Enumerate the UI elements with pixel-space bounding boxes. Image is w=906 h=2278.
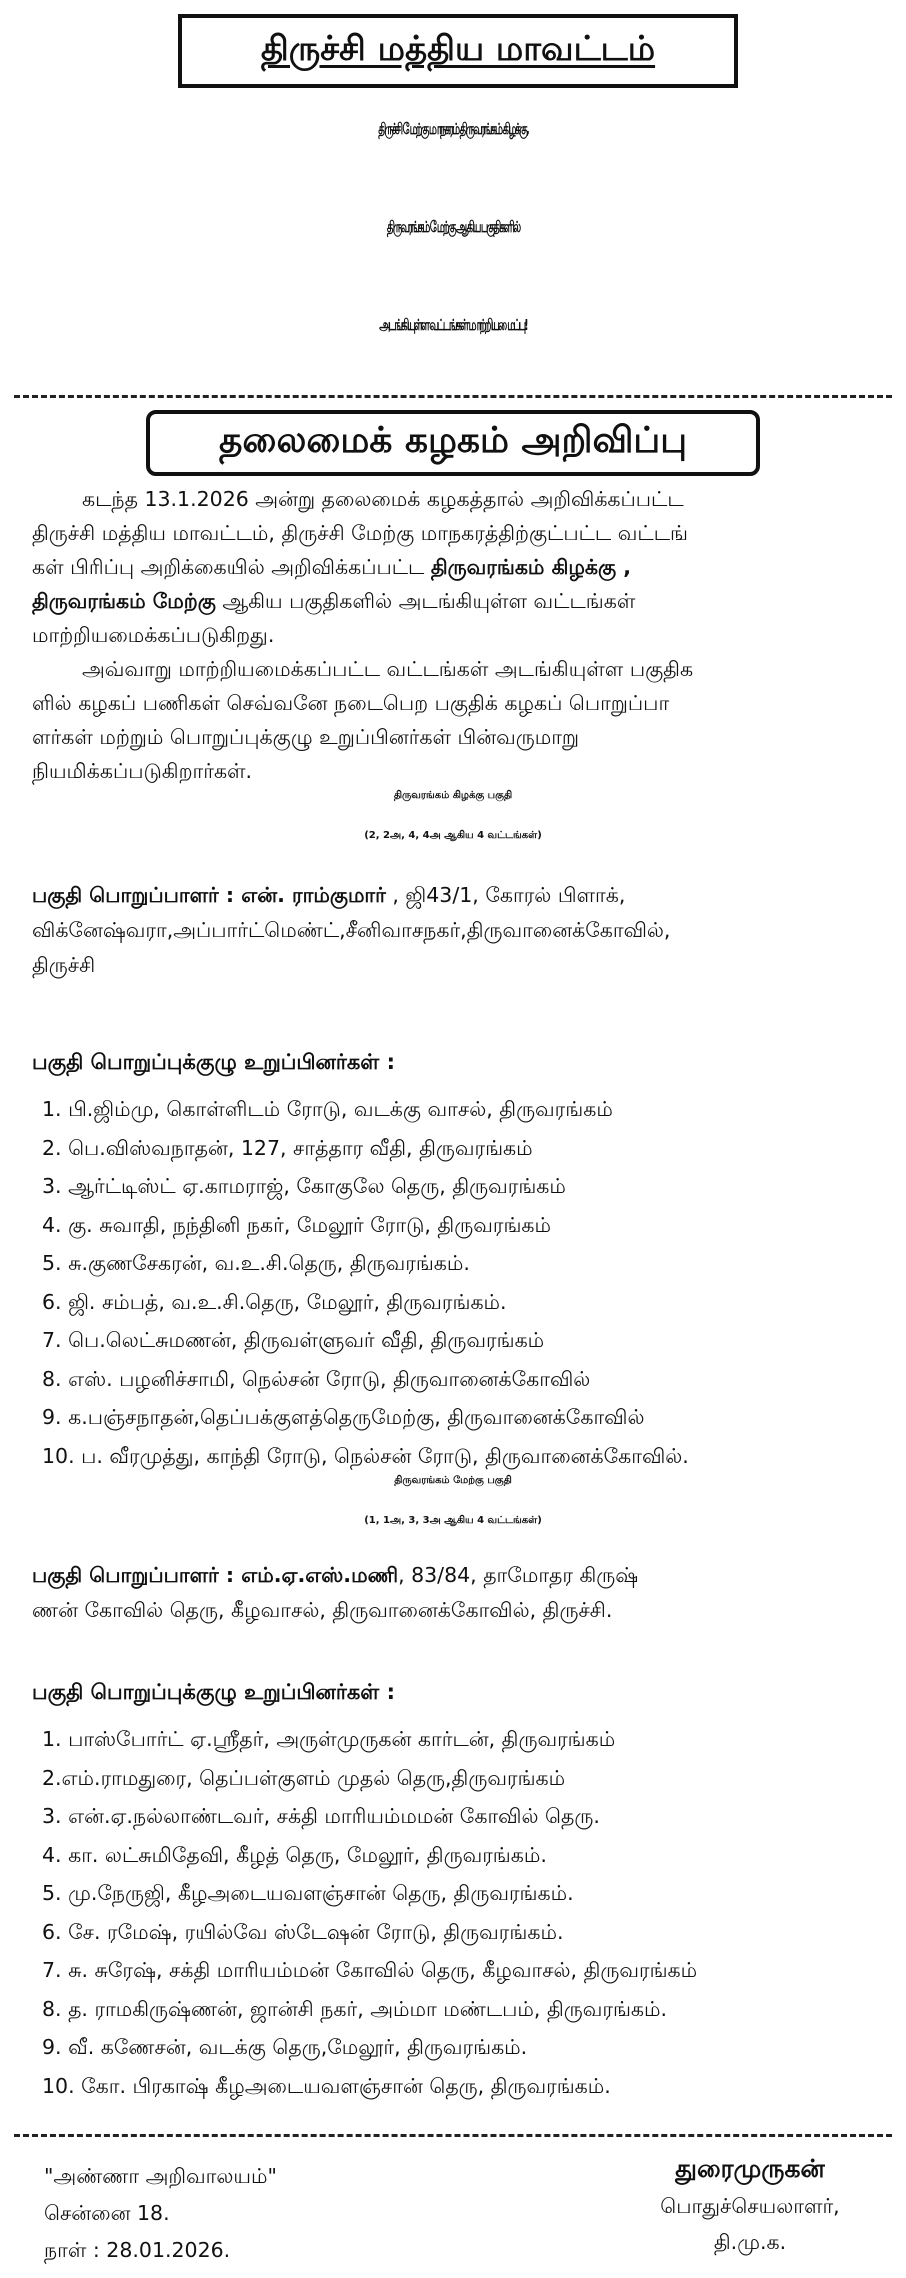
east-incharge-address: திருச்சி — [32, 953, 96, 977]
list-item: 9. க.பஞ்சநாதன்,தெப்பக்குளத்தெருமேற்கு, திருவானைக்கோவில் — [42, 1405, 645, 1429]
list-item: 8. எஸ். பழனிச்சாமி, நெல்சன் ரோடு, திருவானைக்கோவில் — [42, 1366, 591, 1391]
footer-place: "அண்ணா அறிவாலயம்" — [44, 2164, 277, 2188]
list-item: 2. பெ.விஸ்வநாதன், 127, சாத்தார வீதி, திருவரங்கம் — [42, 1135, 533, 1160]
divider — [14, 2134, 892, 2137]
list-item: 1. பி.ஜிம்மு, கொள்ளிடம் ரோடு, வடக்கு வாசல், திருவரங்கம் — [42, 1097, 613, 1121]
intro-line: கடந்த 13.1.2026 அன்று தலைமைக் கழகத்தால் அறிவிக்கப்பட்ட — [82, 487, 684, 511]
intro-line: அவ்வாறு மாற்றியமைக்கப்பட்ட வட்டங்கள் அடங்கியுள்ள பகுதிக — [82, 657, 694, 681]
list-item: 5. சு.குணசேகரன், வ.உ.சி.தெரு, திருவரங்கம். — [42, 1251, 470, 1275]
east-incharge-name: பகுதி பொறுப்பாளர் : என். ராம்குமார் — [32, 883, 386, 907]
west-members-list — [42, 1720, 892, 2105]
signer-name: துரைமுருகன் — [675, 2154, 825, 2183]
notice-page — [14, 10, 892, 2268]
list-item: 3. ஆர்ட்டிஸ்ட் ஏ.காமராஜ், கோகுலே தெரு, திருவரங்கம் — [42, 1174, 566, 1198]
divider — [14, 395, 892, 398]
list-item: 2.எம்.ராமதுரை, தெப்பள்குளம் முதல் தெரு,திருவரங்கம் — [42, 1765, 566, 1790]
list-item: 4. கு. சுவாதி, நந்தினி நகர், மேலூர் ரோடு, திருவரங்கம் — [42, 1212, 552, 1237]
footer-city: சென்னை 18. — [44, 2201, 170, 2225]
footer-address — [44, 2158, 277, 2269]
east-incharge-address: , ஜி43/1, கோரல் பிளாக், — [385, 883, 626, 907]
list-item: 7. சு. சுரேஷ், சக்தி மாரியம்மன் கோவில் தெரு, கீழவாசல், திருவரங்கம் — [42, 1958, 698, 1982]
list-item: 3. என்.ஏ.நல்லாண்டவர், சக்தி மாரியம்மமன் கோவில் தெரு. — [42, 1804, 600, 1828]
list-item: 1. பாஸ்போர்ட் ஏ.ஸ்ரீதர், அருள்முருகன் கார்டன், திருவரங்கம் — [42, 1727, 616, 1751]
west-members-label: பகுதி பொறுப்புக்குழு உறுப்பினர்கள் : — [32, 1680, 395, 1704]
headline-line-3: அடங்கியுள்ள வட்டங்கள் மாற்றியமைப்பு! — [379, 317, 527, 335]
footer-date: நாள் : 28.01.2026. — [44, 2238, 231, 2262]
list-item: 9. வீ. கணேசன், வடக்கு தெரு,மேலூர், திருவரங்கம். — [42, 2035, 528, 2059]
intro-line: கள் பிரிப்பு அறிக்கையில் அறிவிக்கப்பட்ட திருவரங்கம் கிழக்கு , — [32, 555, 631, 579]
west-incharge — [32, 1558, 892, 1628]
intro-line: ளர்கள் மற்றும் பொறுப்புக்குழு உறுப்பினர்கள் பின்வருமாறு — [32, 725, 580, 749]
party-name: தி.மு.க. — [713, 2230, 787, 2254]
headline-line-1: திருச்சி மேற்கு மாநகரம் திருவரங்கம் கிழக்கு, — [378, 121, 528, 139]
signature-block — [630, 2150, 870, 2260]
notice-title: தலைமைக் கழகம் அறிவிப்பு — [218, 420, 688, 461]
east-members-label: பகுதி பொறுப்புக்குழு உறுப்பினர்கள் : — [32, 1050, 395, 1074]
list-item: 6. சே. ரமேஷ், ரயில்வே ஸ்டேஷன் ரோடு, திருவரங்கம். — [42, 1919, 564, 1944]
intro-line: ளில் கழகப் பணிகள் செவ்வனே நடைபெற பகுதிக் கழகப் பொறுப்பா — [32, 691, 670, 715]
west-section-title: திருவரங்கம் மேற்கு பகுதி — [394, 1475, 512, 1486]
list-item: 10. ப. வீரமுத்து, காந்தி ரோடு, நெல்சன் ரோடு, திருவானைக்கோவில். — [42, 1443, 689, 1468]
west-section-subtitle: (1, 1அ, 3, 3அ ஆகிய 4 வட்டங்கள்) — [364, 1515, 542, 1526]
list-item: 10. கோ. பிரகாஷ் கீழஅடையவளஞ்சான் தெரு, திருவரங்கம். — [42, 2073, 611, 2098]
list-item: 7. பெ.லெட்சுமணன், திருவள்ளுவர் வீதி, திருவரங்கம் — [42, 1328, 545, 1352]
east-members-list — [42, 1090, 892, 1475]
list-item: 8. த. ராமகிருஷ்ணன், ஜான்சி நகர், அம்மா மண்டபம், திருவரங்கம். — [42, 1996, 668, 2021]
list-item: 5. மு.நேருஜி, கீழஅடையவளஞ்சான் தெரு, திருவரங்கம். — [42, 1881, 574, 1905]
district-title: திருச்சி மத்திய மாவட்டம் — [260, 29, 656, 69]
west-incharge-address: ணன் கோவில் தெரு, கீழவாசல், திருவானைக்கோவில், திருச்சி. — [32, 1598, 613, 1622]
list-item: 6. ஜி. சம்பத், வ.உ.சி.தெரு, மேலூர், திருவரங்கம். — [42, 1289, 507, 1314]
east-incharge-address: விக்னேஷ்வரா,அப்பார்ட்மெண்ட்,சீனிவாசநகர்,திருவானைக்கோவில், — [32, 918, 671, 942]
list-item: 4. கா. லட்சுமிதேவி, கீழத் தெரு, மேலூர், திருவரங்கம். — [42, 1842, 547, 1867]
intro-line: திருவரங்கம் மேற்கு ஆகிய பகுதிகளில் அடங்கியுள்ள வட்டங்கள் — [32, 589, 636, 613]
east-incharge — [32, 878, 892, 983]
intro-paragraph — [32, 482, 886, 788]
west-incharge-name: பகுதி பொறுப்பாளர் : எம்.ஏ.எஸ்.மணி — [32, 1563, 399, 1587]
intro-line: திருச்சி மத்திய மாவட்டம், திருச்சி மேற்கு மாநகரத்திற்குட்பட்ட வட்டங் — [32, 521, 688, 545]
east-section-subtitle: (2, 2அ, 4, 4அ ஆகிய 4 வட்டங்கள்) — [364, 830, 542, 841]
district-box — [178, 14, 738, 88]
signer-designation: பொதுச்செயலாளர், — [660, 2194, 840, 2218]
intro-line: மாற்றியமைக்கப்படுகிறது. — [32, 623, 275, 647]
intro-line: நியமிக்கப்படுகிறார்கள். — [32, 759, 253, 783]
east-section-title: திருவரங்கம் கிழக்கு பகுதி — [393, 790, 513, 801]
headline-line-2: திருவரங்கம் மேற்கு ஆகிய பகுதிகளில் — [386, 219, 520, 237]
west-incharge-address: , 83/84, தாமோதர கிருஷ் — [398, 1563, 639, 1587]
notice-title-box — [146, 410, 760, 476]
